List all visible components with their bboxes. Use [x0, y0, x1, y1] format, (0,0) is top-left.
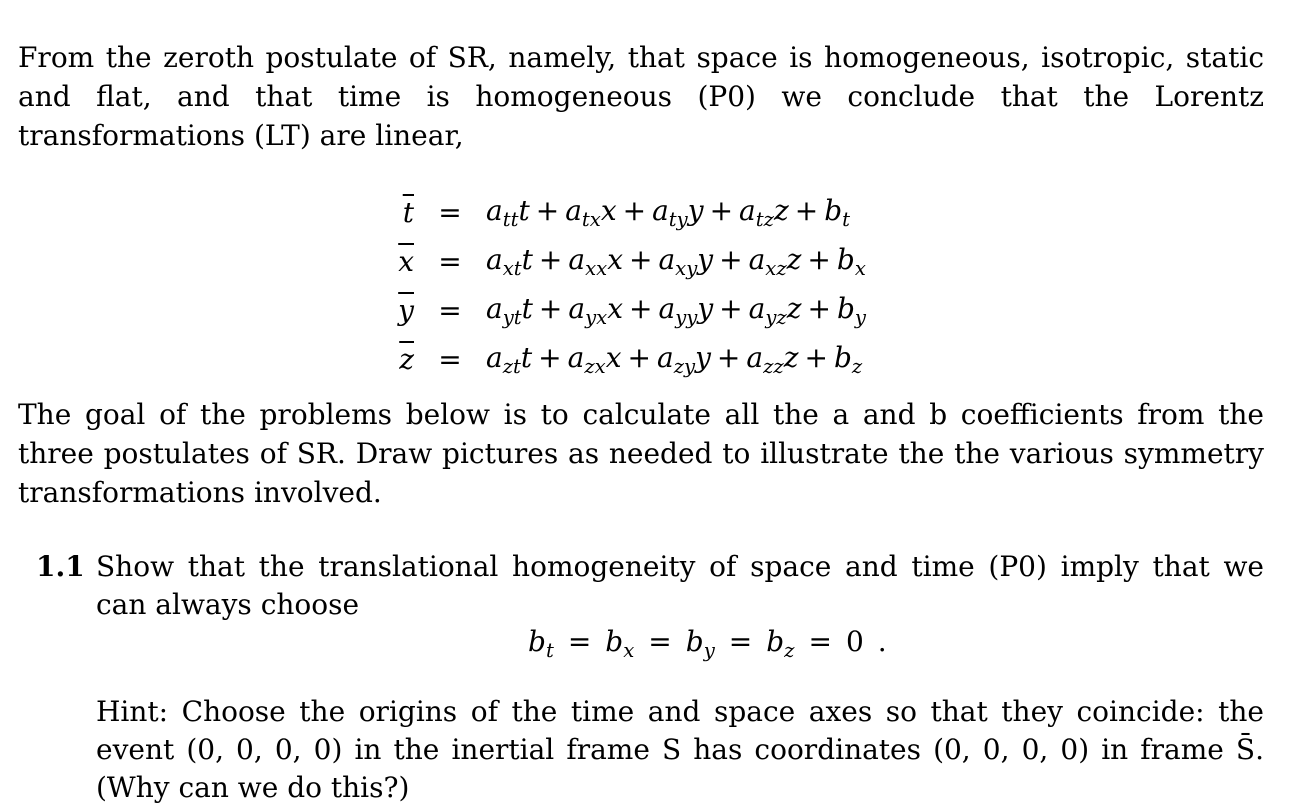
equation-row [386, 237, 866, 286]
equation-lhs: $\overline{t}$ [402, 196, 414, 229]
lorentz-equations [386, 188, 866, 384]
equation-term: $a_{xy}y$ [658, 243, 714, 280]
equation-rhs: $a_{zt}t + a_{zx}x + a_{zy}y + a_{zz}z + b_z$ [486, 341, 863, 378]
equation-lhs: $\overline{x}$ [398, 245, 414, 278]
equation-lhs: $\overline{y}$ [398, 294, 414, 327]
equation-term: $a_{xx}x$ [568, 243, 623, 280]
equation-row [386, 286, 866, 335]
equation-term: $a_{tt}t$ [486, 194, 530, 231]
equation-constant: $b_x$ [836, 243, 866, 280]
equation-term: $a_{zx}x$ [567, 341, 622, 378]
equation-rhs: $a_{yt}t + a_{yx}x + a_{yy}y + a_{yz}z + b_y$ [486, 292, 866, 329]
equation-term: $a_{zz}z$ [746, 341, 799, 378]
equation-term: $a_{zt}t$ [486, 341, 533, 378]
equation-term: $a_{yz}z$ [748, 292, 802, 329]
equation-rhs: $a_{xt}t + a_{xx}x + a_{xy}y + a_{xz}z + b_x$ [486, 243, 866, 280]
hint-paragraph: Hint: Choose the origins of the time and space axes so that they coincide: the event (0, 0, 0, 0) in the inertial frame S has coordinates (0, 0, 0, 0) in frame S̄. (Why can we do this?) [96, 695, 1264, 804]
equation-row [386, 188, 866, 237]
equation-lhs: $\overline{z}$ [399, 343, 414, 376]
equation-term: $a_{yt}t$ [486, 292, 533, 329]
equation-term: $a_{ty}y$ [652, 194, 704, 231]
equation-term: $a_{yy}y$ [658, 292, 714, 329]
equation-constant: $b_y$ [836, 292, 866, 329]
equation-term: $a_{xz}z$ [748, 243, 802, 280]
intro-paragraph: From the zeroth postulate of SR, namely, that space is homogeneous, isotropic, static and flat, and that time is homogeneous (P0) we conclude that the Lorentz transformations (LT) are linear, [18, 41, 1264, 152]
equation-term: $a_{tz}z$ [739, 194, 789, 231]
equation-constant: $b_z$ [833, 341, 863, 378]
equation-term: $a_{tx}x$ [565, 194, 617, 231]
equation-relation: = [438, 294, 462, 327]
equation-constant: $b_t$ [824, 194, 850, 231]
equation-term: $a_{zy}y$ [656, 341, 711, 378]
equation-rhs: $a_{tt}t + a_{tx}x + a_{ty}y + a_{tz}z + b_t$ [486, 194, 850, 231]
equation-term: $a_{yx}x$ [568, 292, 624, 329]
equation-row [386, 335, 866, 384]
b-coefficients-equation: $b_t$ = $b_x$ = $b_y$ = $b_z$ = 0 . [528, 625, 887, 662]
goal-paragraph: The goal of the problems below is to calculate all the a and b coefficients from the three postulates of SR. Draw pictures as needed to illustrate the the various symmetry transformations involved. [18, 398, 1264, 509]
problem-text: Show that the translational homogeneity of space and time (P0) imply that we can always choose [96, 550, 1264, 621]
equation-relation: = [438, 245, 462, 278]
equation-relation: = [438, 343, 462, 376]
equation-relation: = [438, 196, 462, 229]
equation-term: $a_{xt}t$ [486, 243, 533, 280]
problem-number: 1.1 [36, 550, 85, 583]
